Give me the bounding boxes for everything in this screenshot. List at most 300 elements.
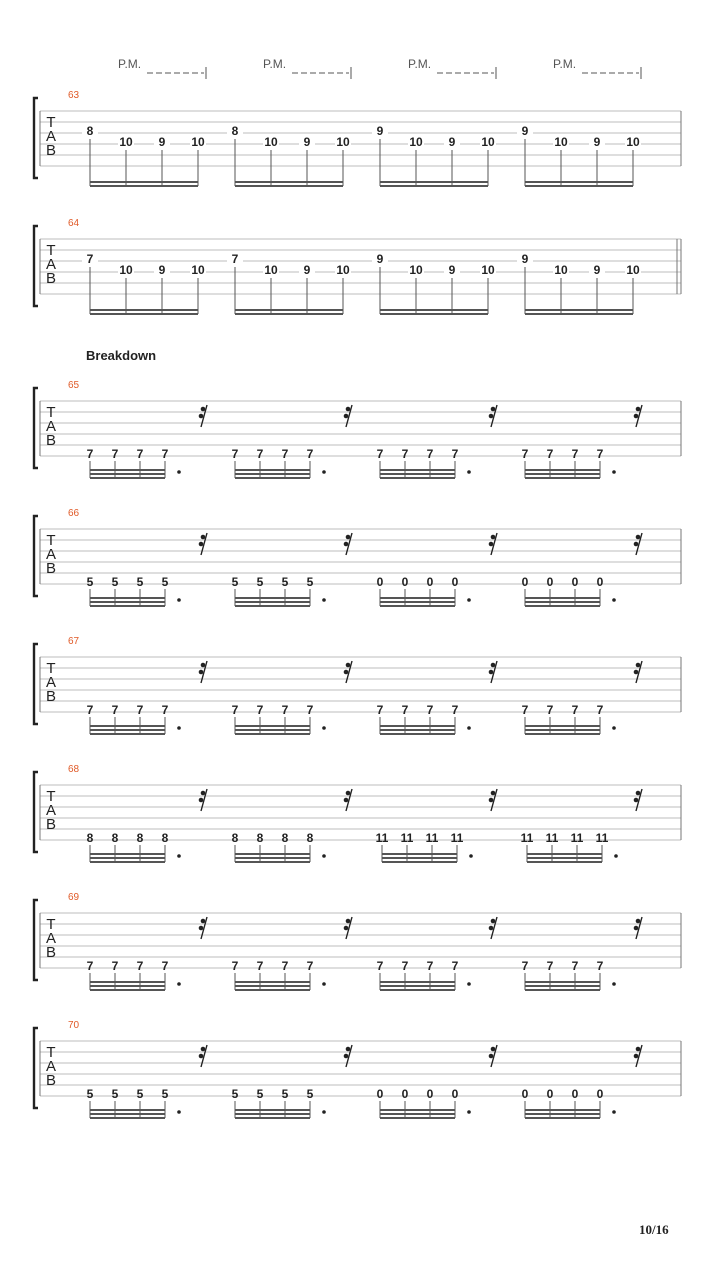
- tab-clef-letter: B: [45, 142, 57, 159]
- fret-number: 5: [136, 1087, 144, 1101]
- rest-flag: [199, 798, 204, 803]
- fret-number: 0: [401, 1087, 409, 1101]
- fret-number: 10: [409, 135, 423, 149]
- fret-number: 9: [158, 135, 166, 149]
- rest-flag: [199, 1054, 204, 1059]
- augmentation-dot: [614, 854, 618, 858]
- augmentation-dot: [612, 1110, 616, 1114]
- rest-flag: [636, 1047, 641, 1052]
- tab-clef-letter: T: [46, 532, 56, 549]
- fret-number: 0: [546, 1087, 554, 1101]
- rest-flag: [346, 535, 351, 540]
- tab-clef-letter: T: [46, 404, 56, 421]
- fret-number: 10: [554, 135, 568, 149]
- fret-number: 7: [596, 703, 604, 717]
- augmentation-dot: [467, 1110, 471, 1114]
- fret-number: 7: [111, 447, 119, 461]
- tab-system: [34, 380, 681, 478]
- fret-number: 11: [595, 831, 609, 845]
- fret-number: 0: [596, 575, 604, 589]
- beam-group: [377, 1045, 497, 1118]
- fret-number: 7: [306, 959, 314, 973]
- fret-number: 7: [86, 252, 94, 266]
- augmentation-dot: [467, 470, 471, 474]
- fret-number: 9: [448, 135, 456, 149]
- sixteenth-rest: [344, 661, 352, 683]
- rest-flag: [634, 542, 639, 547]
- fret-number: 7: [231, 959, 239, 973]
- measure-number: 67: [68, 636, 80, 647]
- tab-clef-letter: B: [45, 270, 57, 287]
- system-bracket: [34, 388, 38, 468]
- fret-number: 0: [571, 575, 579, 589]
- tab-clef-letter: A: [45, 418, 57, 435]
- palm-mute-label: P.M.: [408, 57, 432, 71]
- rest-flag: [201, 535, 206, 540]
- section-label: Breakdown: [86, 348, 157, 363]
- rest-flag: [491, 919, 496, 924]
- fret-number: 5: [86, 575, 94, 589]
- rest-flag: [634, 926, 639, 931]
- fret-number: 9: [376, 124, 384, 138]
- tab-clef-letter: T: [46, 916, 56, 933]
- rest-flag: [201, 1047, 206, 1052]
- rest-flag: [346, 919, 351, 924]
- beam-group: [377, 405, 497, 478]
- palm-mute-label: P.M.: [263, 57, 287, 71]
- measure-number: 65: [68, 380, 80, 391]
- fret-number: 11: [400, 831, 414, 845]
- rest-flag: [634, 670, 639, 675]
- fret-number: 9: [303, 263, 311, 277]
- beam-group: [232, 917, 352, 990]
- fret-number: 7: [401, 703, 409, 717]
- fret-number: 10: [191, 135, 205, 149]
- augmentation-dot: [177, 1110, 181, 1114]
- rest-flag: [201, 791, 206, 796]
- fret-number: 11: [450, 831, 464, 845]
- measure-number: 64: [68, 218, 80, 229]
- fret-number: 7: [161, 703, 169, 717]
- beam-group: [87, 533, 207, 606]
- augmentation-dot: [177, 982, 181, 986]
- rest-flag: [489, 1054, 494, 1059]
- fret-number: 7: [571, 703, 579, 717]
- fret-number: 5: [281, 575, 289, 589]
- rest-flag: [491, 1047, 496, 1052]
- rest-flag: [489, 670, 494, 675]
- tab-clef-letter: A: [45, 1058, 57, 1075]
- fret-number: 5: [111, 1087, 119, 1101]
- fret-number: 7: [231, 252, 239, 266]
- sixteenth-rest: [489, 917, 497, 939]
- fret-number: 10: [336, 263, 350, 277]
- augmentation-dot: [322, 470, 326, 474]
- fret-number: 11: [375, 831, 389, 845]
- rest-flag: [491, 535, 496, 540]
- sixteenth-rest: [489, 661, 497, 683]
- fret-number: 10: [626, 135, 640, 149]
- rest-flag: [344, 798, 349, 803]
- fret-number: 7: [231, 703, 239, 717]
- tab-clef-letter: B: [45, 944, 57, 961]
- augmentation-dot: [612, 470, 616, 474]
- fret-number: 0: [376, 575, 384, 589]
- fret-number: 7: [256, 959, 264, 973]
- measure-number: 68: [68, 764, 80, 775]
- fret-number: 8: [306, 831, 314, 845]
- rest-flag: [491, 663, 496, 668]
- sixteenth-rest: [634, 789, 642, 811]
- fret-number: 10: [626, 263, 640, 277]
- beam-group: [522, 533, 642, 606]
- fret-number: 8: [86, 124, 94, 138]
- augmentation-dot: [177, 598, 181, 602]
- system-bracket: [34, 772, 38, 852]
- sixteenth-rest: [489, 1045, 497, 1067]
- rest-flag: [199, 542, 204, 547]
- fret-number: 5: [256, 1087, 264, 1101]
- beam-group: [377, 917, 497, 990]
- sixteenth-rest: [344, 917, 352, 939]
- fret-number: 7: [161, 447, 169, 461]
- fret-number: 7: [376, 703, 384, 717]
- tab-system: [34, 636, 681, 734]
- rest-flag: [344, 414, 349, 419]
- beam-group: [377, 661, 497, 734]
- fret-number: 7: [256, 447, 264, 461]
- sixteenth-rest: [634, 1045, 642, 1067]
- fret-number: 9: [376, 252, 384, 266]
- fret-number: 7: [86, 703, 94, 717]
- tab-clef-letter: A: [45, 930, 57, 947]
- fret-number: 7: [571, 959, 579, 973]
- fret-number: 9: [158, 263, 166, 277]
- system-bracket: [34, 1028, 38, 1108]
- rest-flag: [491, 407, 496, 412]
- augmentation-dot: [177, 726, 181, 730]
- fret-number: 11: [545, 831, 559, 845]
- fret-number: 7: [161, 959, 169, 973]
- fret-number: 5: [306, 1087, 314, 1101]
- rest-flag: [636, 919, 641, 924]
- rest-flag: [201, 663, 206, 668]
- fret-number: 9: [521, 124, 529, 138]
- rest-flag: [636, 535, 641, 540]
- beam-group: [522, 917, 642, 990]
- fret-number: 7: [306, 703, 314, 717]
- augmentation-dot: [322, 598, 326, 602]
- augmentation-dot: [322, 1110, 326, 1114]
- sixteenth-rest: [634, 917, 642, 939]
- beam-group: [232, 405, 352, 478]
- beam-group: [87, 661, 207, 734]
- tab-clef-letter: B: [45, 560, 57, 577]
- beam-group: [232, 533, 352, 606]
- palm-mute-marker: [263, 57, 351, 79]
- rest-flag: [636, 663, 641, 668]
- tab-clef-letter: B: [45, 432, 57, 449]
- fret-number: 9: [593, 263, 601, 277]
- beam-group: [522, 661, 642, 734]
- augmentation-dot: [467, 598, 471, 602]
- fret-number: 8: [256, 831, 264, 845]
- fret-number: 11: [520, 831, 534, 845]
- beam-group: [87, 1045, 207, 1118]
- fret-number: 7: [231, 447, 239, 461]
- fret-number: 5: [86, 1087, 94, 1101]
- augmentation-dot: [322, 982, 326, 986]
- fret-number: 10: [554, 263, 568, 277]
- system-bracket: [34, 226, 38, 306]
- sixteenth-rest: [344, 405, 352, 427]
- beam-group: [522, 1045, 642, 1118]
- fret-number: 7: [451, 447, 459, 461]
- rest-flag: [634, 798, 639, 803]
- tab-clef-letter: B: [45, 1072, 57, 1089]
- sixteenth-rest: [344, 789, 352, 811]
- tab-system: [34, 1020, 681, 1118]
- fret-number: 10: [409, 263, 423, 277]
- beam-group: [232, 661, 352, 734]
- tab-clef-letter: A: [45, 256, 57, 273]
- fret-number: 11: [425, 831, 439, 845]
- fret-number: 8: [136, 831, 144, 845]
- beam-group: [232, 789, 352, 862]
- beam-group: [87, 405, 207, 478]
- sixteenth-rest: [489, 405, 497, 427]
- tab-clef-letter: A: [45, 802, 57, 819]
- fret-number: 7: [521, 959, 529, 973]
- fret-number: 7: [281, 703, 289, 717]
- beam-group: [232, 1045, 352, 1118]
- palm-mute-marker: [553, 57, 641, 79]
- rest-flag: [344, 1054, 349, 1059]
- sixteenth-rest: [199, 405, 207, 427]
- fret-number: 10: [119, 263, 133, 277]
- tab-clef-letter: A: [45, 546, 57, 563]
- fret-number: 5: [231, 1087, 239, 1101]
- fret-number: 10: [481, 263, 495, 277]
- fret-number: 7: [86, 959, 94, 973]
- tab-clef-letter: T: [46, 788, 56, 805]
- fret-number: 7: [571, 447, 579, 461]
- tab-clef-letter: B: [45, 688, 57, 705]
- fret-number: 7: [401, 959, 409, 973]
- fret-number: 10: [481, 135, 495, 149]
- fret-number: 7: [426, 959, 434, 973]
- rest-flag: [489, 798, 494, 803]
- tab-clef-letter: T: [46, 114, 56, 131]
- beam-group: [521, 789, 642, 862]
- measure-number: 66: [68, 508, 80, 519]
- fret-number: 5: [161, 575, 169, 589]
- fret-number: 7: [136, 703, 144, 717]
- fret-number: 0: [376, 1087, 384, 1101]
- fret-number: 7: [281, 447, 289, 461]
- augmentation-dot: [467, 726, 471, 730]
- sixteenth-rest: [344, 1045, 352, 1067]
- tab-system: [34, 764, 681, 862]
- fret-number: 5: [136, 575, 144, 589]
- tab-system: [34, 508, 681, 606]
- tab-clef-letter: A: [45, 674, 57, 691]
- fret-number: 7: [596, 959, 604, 973]
- tab-clef-letter: A: [45, 128, 57, 145]
- fret-number: 5: [161, 1087, 169, 1101]
- fret-number: 0: [426, 575, 434, 589]
- rest-flag: [636, 791, 641, 796]
- fret-number: 8: [231, 124, 239, 138]
- rest-flag: [489, 542, 494, 547]
- fret-number: 5: [231, 575, 239, 589]
- system-bracket: [34, 900, 38, 980]
- fret-number: 8: [281, 831, 289, 845]
- augmentation-dot: [177, 854, 181, 858]
- measure-number: 69: [68, 892, 80, 903]
- fret-number: 7: [451, 959, 459, 973]
- tab-clef-letter: T: [46, 242, 56, 259]
- fret-number: 7: [86, 447, 94, 461]
- rest-flag: [344, 926, 349, 931]
- fret-number: 7: [426, 703, 434, 717]
- rest-flag: [201, 407, 206, 412]
- rest-flag: [346, 1047, 351, 1052]
- palm-mute-label: P.M.: [553, 57, 577, 71]
- augmentation-dot: [612, 726, 616, 730]
- augmentation-dot: [467, 982, 471, 986]
- fret-number: 7: [256, 703, 264, 717]
- fret-number: 0: [521, 1087, 529, 1101]
- rest-flag: [636, 407, 641, 412]
- fret-number: 7: [376, 959, 384, 973]
- tab-clef-letter: T: [46, 660, 56, 677]
- fret-number: 9: [521, 252, 529, 266]
- augmentation-dot: [469, 854, 473, 858]
- rest-flag: [199, 926, 204, 931]
- tab-clef-letter: T: [46, 1044, 56, 1061]
- augmentation-dot: [612, 982, 616, 986]
- sixteenth-rest: [344, 533, 352, 555]
- augmentation-dot: [612, 598, 616, 602]
- palm-mute-marker: [408, 57, 496, 79]
- fret-number: 7: [596, 447, 604, 461]
- fret-number: 7: [136, 447, 144, 461]
- fret-number: 10: [264, 135, 278, 149]
- beam-group: [376, 789, 497, 862]
- fret-number: 7: [281, 959, 289, 973]
- fret-number: 9: [593, 135, 601, 149]
- fret-number: 7: [136, 959, 144, 973]
- fret-number: 0: [451, 575, 459, 589]
- fret-number: 7: [521, 703, 529, 717]
- fret-number: 9: [303, 135, 311, 149]
- fret-number: 7: [306, 447, 314, 461]
- fret-number: 9: [448, 263, 456, 277]
- fret-number: 0: [521, 575, 529, 589]
- sixteenth-rest: [199, 533, 207, 555]
- fret-number: 8: [86, 831, 94, 845]
- fret-number: 7: [546, 959, 554, 973]
- sixteenth-rest: [489, 789, 497, 811]
- fret-number: 7: [111, 703, 119, 717]
- rest-flag: [634, 1054, 639, 1059]
- rest-flag: [199, 670, 204, 675]
- system-bracket: [34, 516, 38, 596]
- rest-flag: [346, 791, 351, 796]
- measure-number: 70: [68, 1020, 80, 1031]
- fret-number: 7: [376, 447, 384, 461]
- fret-number: 5: [281, 1087, 289, 1101]
- rest-flag: [201, 919, 206, 924]
- sixteenth-rest: [634, 661, 642, 683]
- fret-number: 0: [401, 575, 409, 589]
- tab-system: [34, 892, 681, 990]
- fret-number: 10: [264, 263, 278, 277]
- fret-number: 8: [111, 831, 119, 845]
- sixteenth-rest: [199, 917, 207, 939]
- page-number: 10/16: [639, 1222, 669, 1237]
- fret-number: 7: [426, 447, 434, 461]
- sixteenth-rest: [199, 1045, 207, 1067]
- fret-number: 0: [426, 1087, 434, 1101]
- beam-group: [522, 405, 642, 478]
- fret-number: 7: [451, 703, 459, 717]
- system-bracket: [34, 98, 38, 178]
- sixteenth-rest: [634, 405, 642, 427]
- sixteenth-rest: [199, 661, 207, 683]
- tab-clef-letter: B: [45, 816, 57, 833]
- rest-flag: [344, 670, 349, 675]
- augmentation-dot: [322, 726, 326, 730]
- fret-number: 0: [451, 1087, 459, 1101]
- fret-number: 5: [256, 575, 264, 589]
- fret-number: 0: [571, 1087, 579, 1101]
- rest-flag: [634, 414, 639, 419]
- rest-flag: [489, 414, 494, 419]
- rest-flag: [489, 926, 494, 931]
- augmentation-dot: [177, 470, 181, 474]
- rest-flag: [346, 663, 351, 668]
- fret-number: 0: [596, 1087, 604, 1101]
- rest-flag: [491, 791, 496, 796]
- system-bracket: [34, 644, 38, 724]
- beam-group: [377, 533, 497, 606]
- fret-number: 8: [231, 831, 239, 845]
- rest-flag: [344, 542, 349, 547]
- tab-system: [34, 218, 681, 314]
- palm-mute-label: P.M.: [118, 57, 142, 71]
- fret-number: 7: [546, 703, 554, 717]
- rest-flag: [346, 407, 351, 412]
- fret-number: 5: [111, 575, 119, 589]
- fret-number: 11: [570, 831, 584, 845]
- fret-number: 10: [336, 135, 350, 149]
- fret-number: 7: [546, 447, 554, 461]
- rest-flag: [199, 414, 204, 419]
- fret-number: 10: [119, 135, 133, 149]
- sixteenth-rest: [634, 533, 642, 555]
- sixteenth-rest: [489, 533, 497, 555]
- fret-number: 0: [546, 575, 554, 589]
- beam-group: [87, 917, 207, 990]
- fret-number: 10: [191, 263, 205, 277]
- beam-group: [87, 789, 207, 862]
- augmentation-dot: [322, 854, 326, 858]
- palm-mute-marker: [118, 57, 206, 79]
- fret-number: 8: [161, 831, 169, 845]
- sixteenth-rest: [199, 789, 207, 811]
